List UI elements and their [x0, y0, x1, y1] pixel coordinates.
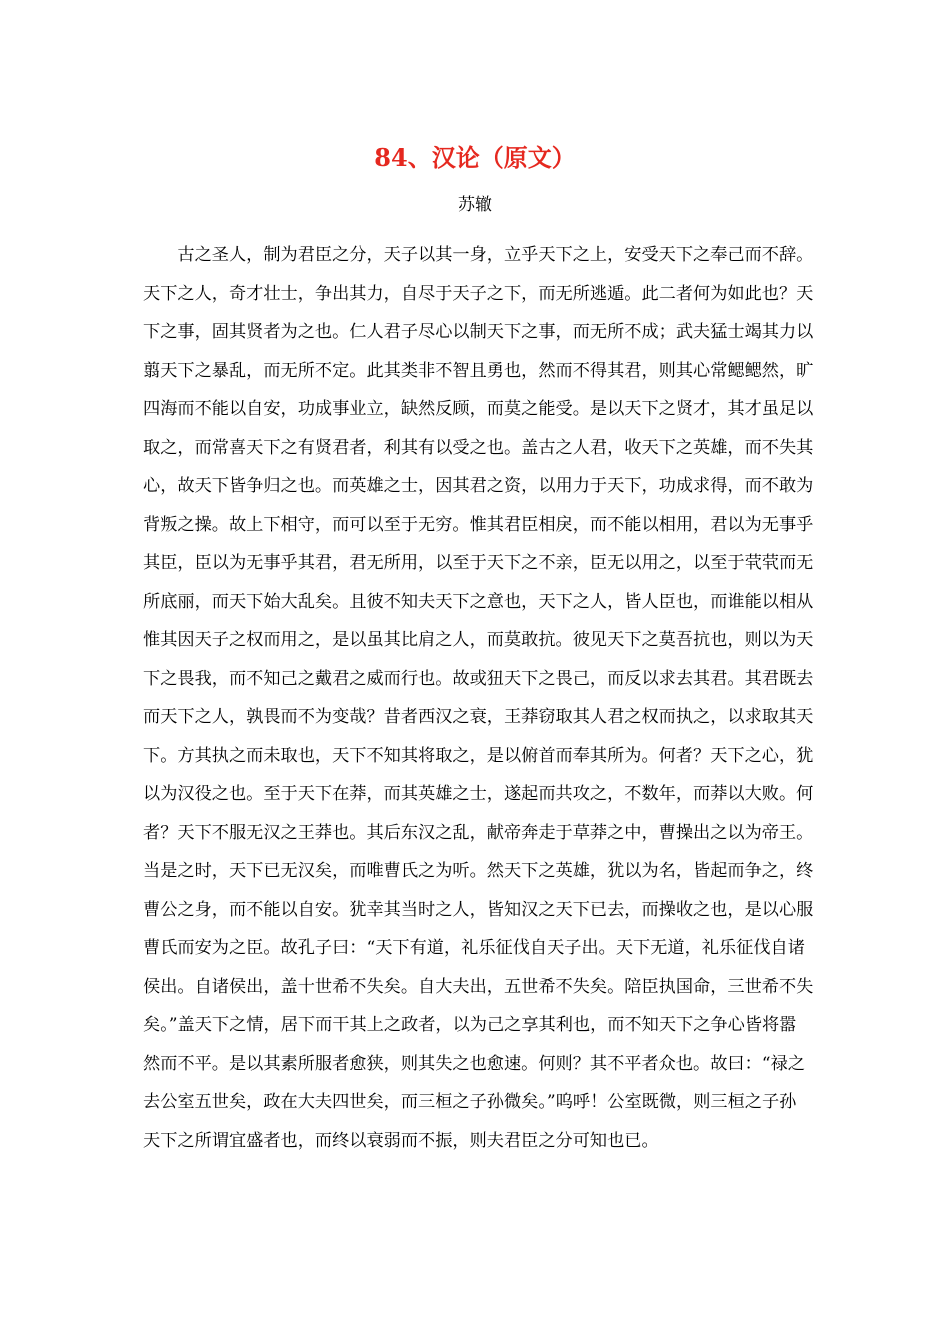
text-line: 当是之时，天下已无汉矣，而唯曹氏之为听。然天下之英雄，犹以为名，皆起而争之，终	[143, 861, 813, 881]
text-line: 取之，而常喜天下之有贤君者，利其有以受之也。盖古之人君，收天下之英雄，而不失其	[143, 437, 813, 458]
document-body	[143, 236, 813, 1160]
text-line: 而天下之人，孰畏而不为变哉？昔者西汉之衰，王莽窃取其人君之权而执之，以求取其天	[143, 707, 813, 727]
text-line: 天下之所谓宜盛者也，而终以衰弱而不振，则夫君臣之分可知也已。	[143, 1130, 659, 1151]
text-line: 四海而不能以自安，功成事业立，缺然反顾，而莫之能受。是以天下之贤才，其才虽足以	[143, 399, 813, 419]
text-line: 心，故天下皆争归之也。而英雄之士，因其君之资，以用力于天下，功成求得，而不敢为	[143, 476, 813, 496]
text-line: 下之事，固其贤者为之也。仁人君子尽心以制天下之事，而无所不成；武夫猛士竭其力以	[143, 322, 813, 342]
text-line: 者？天下不服无汉之王莽也。其后东汉之乱，献帝奔走于草莽之中，曹操出之以为帝王。	[143, 822, 813, 843]
text-line: 背叛之操。故上下相守，而可以至于无穷。惟其君臣相戾，而不能以相用，君以为无事乎	[143, 514, 813, 535]
text-line: 以为汉役之也。至于天下在莽，而其英雄之士，遂起而共攻之，不数年，而莽以大败。何	[143, 784, 813, 804]
text-line: 然而不平。是以其素所服者愈狭，则其失之也愈速。何则？其不平者众也。故曰：“禄之	[143, 1053, 805, 1074]
document-title: 84、汉论（原文）	[374, 143, 576, 172]
text-line: 天下之人，奇才壮士，争出其力，自尽于天子之下，而无所逃遁。此二者何为如此也？天	[143, 283, 813, 304]
text-line: 翦天下之暴乱，而无所不定。此其类非不智且勇也，然而不得其君，则其心常鳃鳃然，旷	[143, 360, 813, 381]
text-line: 下。方其执之而未取也，天下不知其将取之，是以俯首而奉其所为。何者？天下之心，犹	[143, 745, 813, 766]
text-line: 曹公之身，而不能以自安。犹幸其当时之人，皆知汉之天下已去，而操收之也，是以心服	[143, 899, 813, 920]
text-line: 曹氏而安为之臣。故孔子曰：“天下有道，礼乐征伐自天子出。天下无道，礼乐征伐自诸	[143, 938, 805, 958]
text-line: 矣。”盖天下之情，居下而干其上之政者，以为己之享其利也，而不知天下之争心皆将嚣	[143, 1015, 797, 1035]
text-line: 侯出。自诸侯出，盖十世希不失矣。自大夫出，五世希不失矣。陪臣执国命，三世希不失	[143, 976, 813, 997]
text-line: 其臣，臣以为无事乎其君，君无所用，以至于天下之不亲，臣无以用之，以至于茕茕而无	[143, 553, 813, 573]
text-line: 古之圣人，制为君臣之分，天子以其一身，立乎天下之上，安受天下之奉己而不辞。	[143, 245, 813, 265]
document-author: 苏辙	[458, 195, 492, 215]
text-line: 下之畏我，而不知己之戴君之威而行也。故或狃天下之畏己，而反以求去其君。其君既去	[143, 668, 813, 689]
text-line: 惟其因天子之权而用之，是以虽其比肩之人，而莫敢抗。彼见天下之莫吾抗也，则以为天	[143, 630, 813, 650]
text-line: 去公室五世矣，政在大夫四世矣，而三桓之子孙微矣。”呜呼！公室既微，则三桓之子孙	[143, 1092, 797, 1112]
text-line: 所底丽，而天下始大乱矣。且彼不知夫天下之意也，天下之人，皆人臣也，而谁能以相从	[143, 591, 813, 612]
